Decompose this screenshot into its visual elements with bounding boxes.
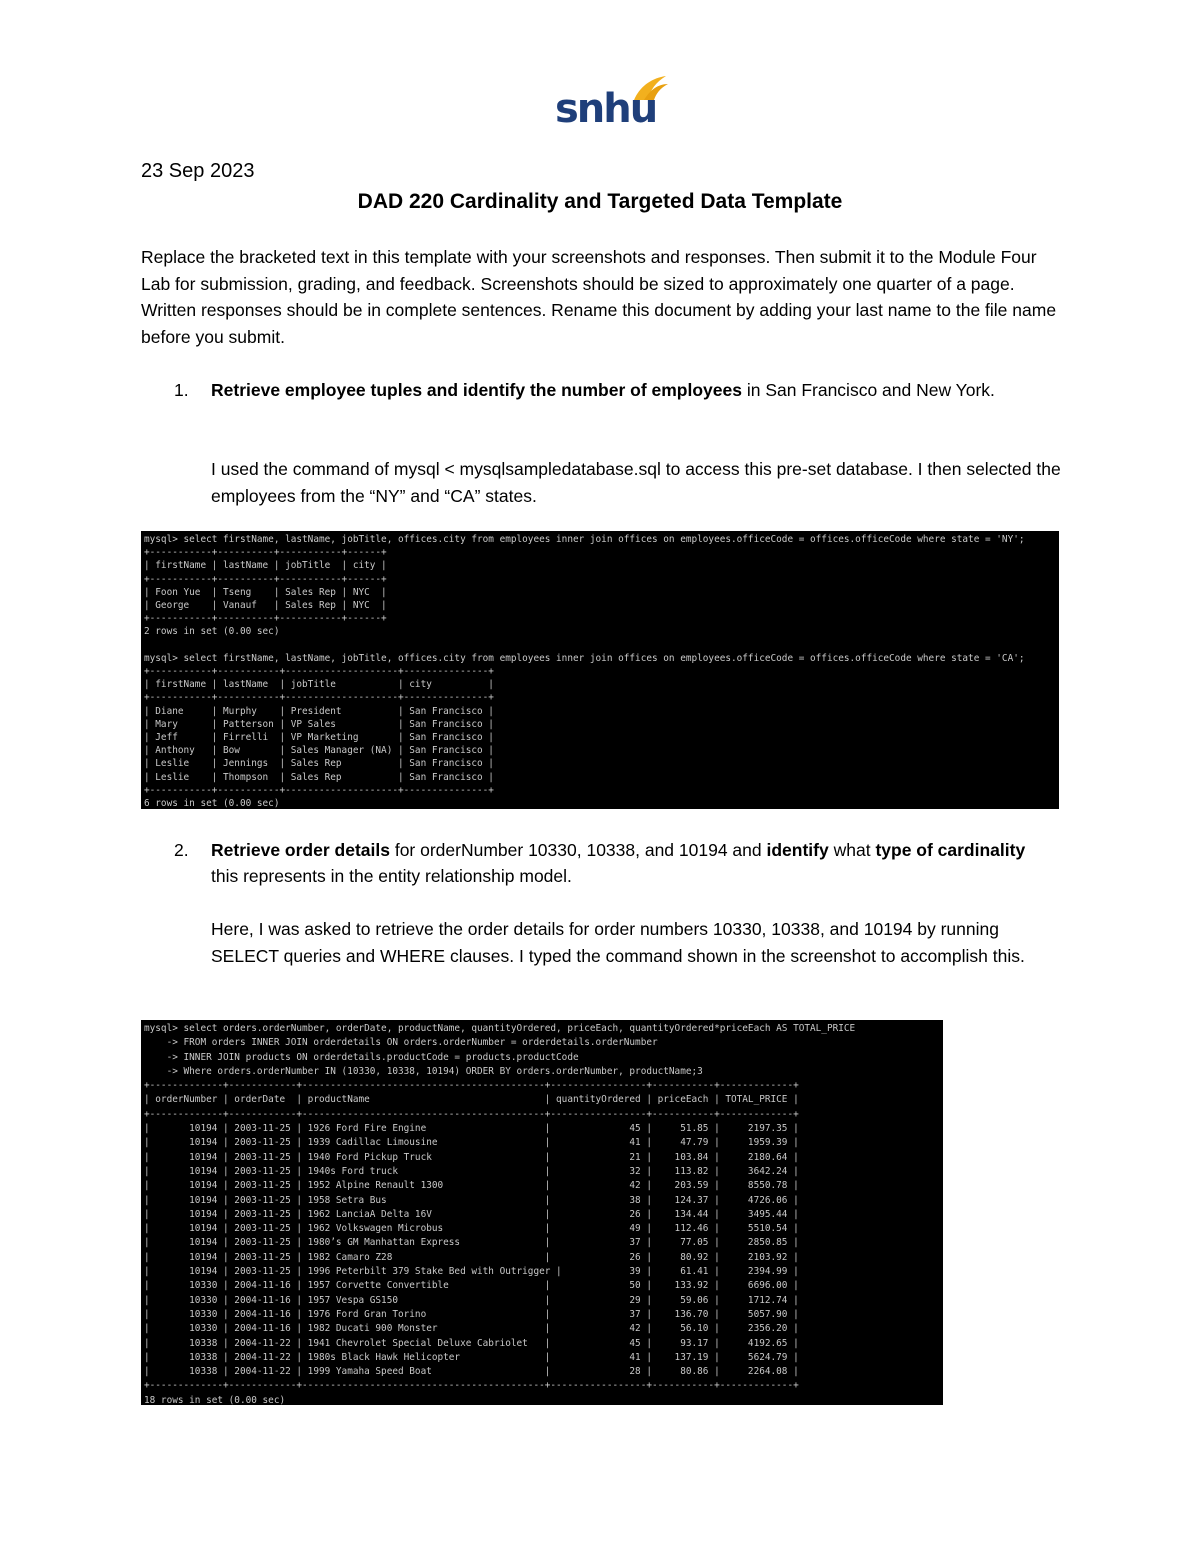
terminal-line: +-------------+------------+-------------------------------------------+-----------------+-----------+-------------+ <box>144 1380 799 1392</box>
terminal-line: +-------------+------------+-------------------------------------------+-----------------+-----------+-------------+ <box>144 1108 799 1120</box>
terminal-line: | Jeff | Firrelli | VP Marketing | San Francisco | <box>144 732 494 744</box>
list-number: 2. <box>174 840 189 860</box>
terminal-line: | Anthony | Bow | Sales Manager (NA) | San Francisco | <box>144 745 494 757</box>
terminal-line: | Leslie | Thompson | Sales Rep | San Francisco | <box>144 771 494 783</box>
terminal-line: | Leslie | Jennings | Sales Rep | San Francisco | <box>144 758 494 770</box>
terminal-line: | Foon Yue | Tseng | Sales Rep | NYC | <box>144 586 387 598</box>
terminal-line: 6 rows in set (0.00 sec) <box>144 798 280 809</box>
terminal-line: | 10194 | 2003-11-25 | 1962 Volkswagen Microbus | 49 | 112.46 | 5510.54 | <box>144 1223 799 1235</box>
terminal-line: | firstName | lastName | jobTitle | city | <box>144 679 494 691</box>
terminal-line: -> FROM orders INNER JOIN orderdetails ON orders.orderNumber = orderdetails.orderNumber <box>144 1037 658 1049</box>
terminal-line: | firstName | lastName | jobTitle | city | <box>144 560 387 572</box>
snhu-logo <box>555 72 657 134</box>
terminal-line: mysql> select orders.orderNumber, orderDate, productName, quantityOrdered, priceEach, quantityOrdered*priceEach AS TOTAL_PRICE <box>144 1023 856 1034</box>
terminal-line: | orderNumber | orderDate | productName | quantityOrdered | priceEach | TOTAL_PRICE | <box>144 1094 799 1106</box>
terminal-line: -> INNER JOIN products ON orderdetails.productCode = products.productCode <box>144 1051 579 1063</box>
response-2: Here, I was asked to retrieve the order details for order numbers 10330, 10338, and 10194 by running SELECT queries and WHERE clauses. I typed the command shown in the screenshot to accomplish this. <box>211 919 1025 966</box>
item-text: in San Francisco and New York. <box>741 380 995 400</box>
terminal-line: -> Where orders.orderNumber IN (10330, 10338, 10194) ORDER BY orders.orderNumber, productName;3 <box>144 1065 703 1077</box>
terminal-line: +-------------+------------+-------------------------------------------+-----------------+-----------+-------------+ <box>144 1080 799 1092</box>
terminal-line: +-----------+----------+-----------+------+ <box>144 613 387 625</box>
terminal-line: | 10194 | 2003-11-25 | 1952 Alpine Renault 1300 | 42 | 203.59 | 8550.78 | <box>144 1180 799 1192</box>
terminal-line: +-----------+----------+-----------+------+ <box>144 547 387 559</box>
terminal-line: | 10330 | 2004-11-16 | 1976 Ford Gran Torino | 37 | 136.70 | 5057.90 | <box>144 1308 799 1320</box>
terminal-screenshot-2 <box>141 1020 943 1405</box>
terminal-line: 18 rows in set (0.00 sec) <box>144 1394 286 1405</box>
terminal-line: | Mary | Patterson | VP Sales | San Francisco | <box>144 718 494 730</box>
list-item-1 <box>174 377 1044 403</box>
item-text: this represents in the entity relationship model. <box>211 866 572 886</box>
intro-paragraph: Replace the bracketed text in this template with your screenshots and responses. Then submit it to the Module Four Lab for submission, grading, and feedback. Screenshots should be sized to approximately one quarter of a page. Written responses should be in complete sentences. Rename this document by adding your last name to the file name before you submit. <box>141 247 1057 347</box>
item-text: what <box>828 840 876 860</box>
terminal-line: mysql> select firstName, lastName, jobTitle, offices.city from employees inner join offices on employees.officeCode = offices.officeCode where state = 'CA'; <box>144 652 1025 664</box>
terminal-line: +-----------+-----------+--------------------+---------------+ <box>144 692 494 704</box>
terminal-line: +-----------+----------+-----------+------+ <box>144 573 387 585</box>
terminal-line: +-----------+-----------+--------------------+---------------+ <box>144 784 494 796</box>
terminal-line: | Diane | Murphy | President | San Francisco | <box>144 705 494 717</box>
terminal-line: +-----------+-----------+--------------------+---------------+ <box>144 666 494 678</box>
terminal-line: | 10194 | 2003-11-25 | 1940s Ford truck | 32 | 113.82 | 3642.24 | <box>144 1165 799 1177</box>
terminal-line: | 10338 | 2004-11-22 | 1941 Chevrolet Special Deluxe Cabriolet | 45 | 93.17 | 4192.65 | <box>144 1337 799 1349</box>
terminal-line: | 10194 | 2003-11-25 | 1926 Ford Fire Engine | 45 | 51.85 | 2197.35 | <box>144 1123 799 1135</box>
terminal-line: | 10330 | 2004-11-16 | 1957 Corvette Convertible | 50 | 133.92 | 6696.00 | <box>144 1280 799 1292</box>
document-title: DAD 220 Cardinality and Targeted Data Template <box>357 190 843 213</box>
terminal-line <box>144 639 1059 652</box>
terminal-line: | 10330 | 2004-11-16 | 1982 Ducati 900 Monster | 42 | 56.10 | 2356.20 | <box>144 1323 799 1335</box>
terminal-line: | George | Vanauf | Sales Rep | NYC | <box>144 600 387 612</box>
item-bold: identify <box>766 840 829 860</box>
terminal-line: 2 rows in set (0.00 sec) <box>144 626 280 638</box>
item-text: for orderNumber 10330, 10338, and 10194 and <box>389 840 767 860</box>
terminal-line: mysql> select firstName, lastName, jobTitle, offices.city from employees inner join offices on employees.officeCode = offices.officeCode where state = 'NY'; <box>144 534 1025 545</box>
list-item-2 <box>174 837 1044 889</box>
item-bold: Retrieve employee tuples and identify the number of employees <box>211 380 742 400</box>
terminal-line: | 10194 | 2003-11-25 | 1958 Setra Bus | 38 | 124.37 | 4726.06 | <box>144 1194 799 1206</box>
terminal-line: | 10194 | 2003-11-25 | 1939 Cadillac Limousine | 41 | 47.79 | 1959.39 | <box>144 1137 799 1149</box>
terminal-line: | 10194 | 2003-11-25 | 1940 Ford Pickup Truck | 21 | 103.84 | 2180.64 | <box>144 1151 799 1163</box>
terminal-line: | 10194 | 2003-11-25 | 1996 Peterbilt 379 Stake Bed with Outrigger | 39 | 61.41 | 2394.99 | <box>144 1266 799 1278</box>
terminal-line: | 10338 | 2004-11-22 | 1999 Yamaha Speed Boat | 28 | 80.86 | 2264.08 | <box>144 1366 799 1378</box>
terminal-line: | 10194 | 2003-11-25 | 1980’s GM Manhattan Express | 37 | 77.05 | 2850.85 | <box>144 1237 799 1249</box>
logo-wordmark: snhu <box>555 86 657 132</box>
terminal-line: | 10194 | 2003-11-25 | 1962 LanciaA Delta 16V | 26 | 134.44 | 3495.44 | <box>144 1208 799 1220</box>
document-date: 23 Sep 2023 <box>141 160 255 182</box>
item-bold: Retrieve order details <box>211 840 390 860</box>
list-number: 1. <box>174 380 189 400</box>
terminal-line: | 10194 | 2003-11-25 | 1982 Camaro Z28 | 26 | 80.92 | 2103.92 | <box>144 1251 799 1263</box>
terminal-screenshot-1 <box>141 531 1059 809</box>
terminal-line: | 10330 | 2004-11-16 | 1957 Vespa GS150 | 29 | 59.06 | 1712.74 | <box>144 1294 799 1306</box>
terminal-line: | 10338 | 2004-11-22 | 1980s Black Hawk Helicopter | 41 | 137.19 | 5624.79 | <box>144 1351 799 1363</box>
response-1: I used the command of mysql < mysqlsampledatabase.sql to access this pre-set database. I then selected the employees from the “NY” and “CA” states. <box>211 459 1061 506</box>
item-bold: type of cardinality <box>875 840 1026 860</box>
